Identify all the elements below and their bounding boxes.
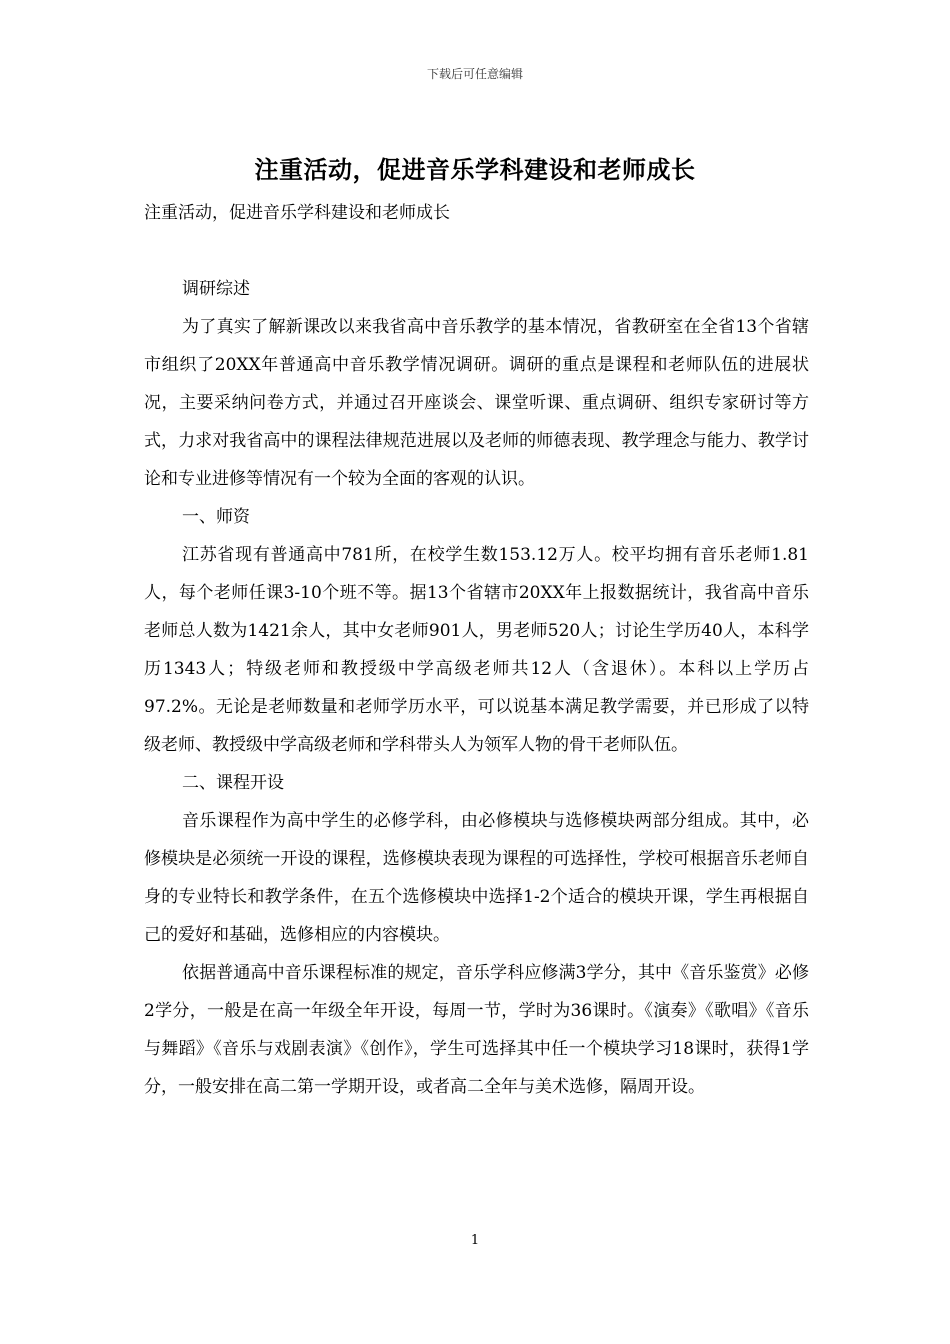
section-heading-courses: 二、课程开设: [182, 773, 284, 793]
paragraph-courses: 音乐课程作为高中学生的必修学科，由必修模块与选修模块两部分组成。其中，必修模块是必须统一开设的课程，选修模块表现为课程的可选择性，学校可根据音乐老师自身的专业特长和教学条件，在五个选修模块中选择1-2个适合的模块开课，学生再根据自己的爱好和基础，选修相应的内容模块。: [144, 811, 809, 945]
section-heading-survey: 调研综述: [182, 279, 250, 299]
page-header: 下载后可任意编辑: [426, 67, 523, 81]
paragraph-intro: 为了真实了解新课改以来我省高中音乐教学的基本情况，省教研室在全省13个省辖市组织了20XX年普通高中音乐教学情况调研。调研的重点是课程和老师队伍的进展状况，主要采纳问卷方式，并通过召开座谈会、课堂听课、重点调研、组织专家研讨等方式，力求对我省高中的课程法律规范进展以及老师的师德表现、教学理念与能力、教学讨论和专业进修等情况有一个较为全面的客观的认识。: [144, 317, 809, 489]
paragraph-teachers: 江苏省现有普通高中781所，在校学生数153.12万人。校平均拥有音乐老师1.81人，每个老师任课3-10个班不等。据13个省辖市20XX年上报数据统计，我省高中音乐老师总人数为1421余人，其中女老师901人，男老师520人；讨论生学历40人，本科学历1343人；特级老师和教授级中学高级老师共12人（含退休）。本科以上学历占97.2%。无论是老师数量和老师学历水平，可以说基本满足教学需要，并已形成了以特级老师、教授级中学高级老师和学科带头人为领军人物的骨干老师队伍。: [144, 545, 809, 755]
section-heading-teachers: 一、师资: [182, 507, 250, 527]
document-body: [144, 194, 809, 1106]
blank-line: [144, 232, 809, 270]
page-number: 1: [470, 1233, 480, 1248]
paragraph-credits: 依据普通高中音乐课程标准的规定，音乐学科应修满3学分，其中《音乐鉴赏》必修2学分，一般是在高一年级全年开设，每周一节，学时为36课时。《演奏》《歌唱》《音乐与舞蹈》《音乐与戏剧表演》《创作》，学生可选择其中任一个模块学习18课时，获得1学分，一般安排在高二第一学期开设，或者高二全年与美术选修，隔周开设。: [144, 963, 809, 1097]
document-subtitle: 注重活动，促进音乐学科建设和老师成长: [144, 203, 450, 223]
document-title: 注重活动，促进音乐学科建设和老师成长: [254, 155, 696, 184]
